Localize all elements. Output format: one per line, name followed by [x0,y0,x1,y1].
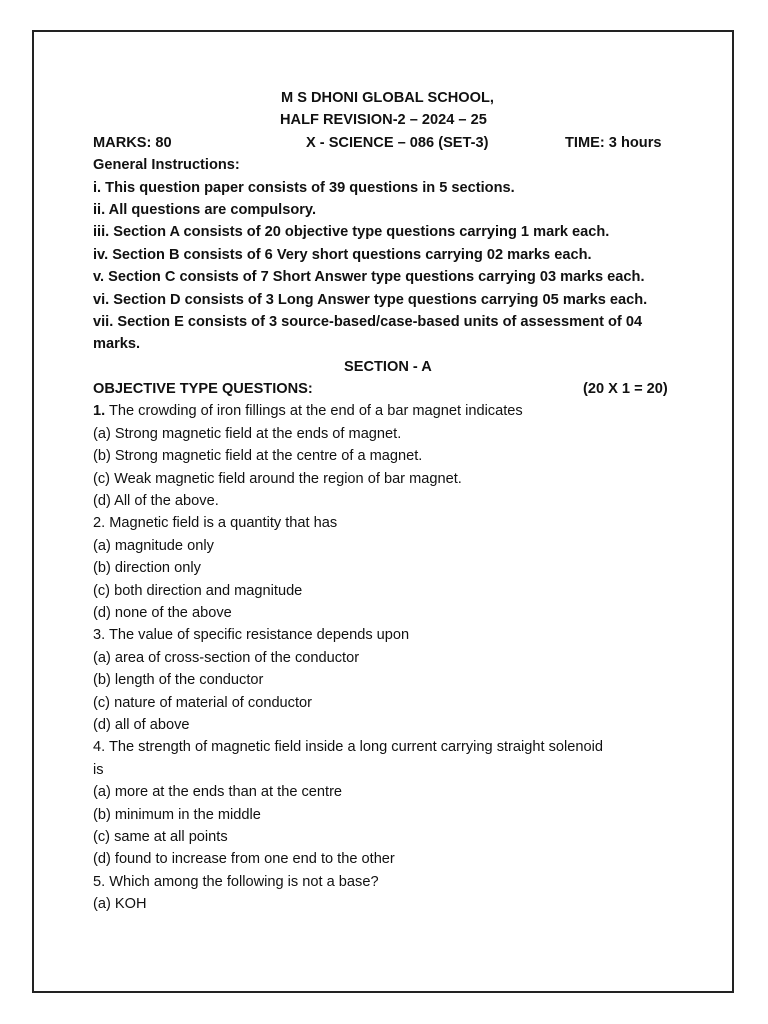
time-label: TIME: 3 hours [565,134,662,151]
marks-label: MARKS: 80 [93,134,172,151]
question-text: The strength of magnetic field inside a long current carrying straight solenoid [105,739,603,756]
question-number: 4. [93,739,106,756]
section-heading: OBJECTIVE TYPE QUESTIONS: [93,381,313,398]
option: (c) nature of material of conductor [93,694,313,711]
section-title: SECTION - A [344,358,432,375]
question-text-continued: is [93,761,104,778]
instruction-item: v. Section C consists of 7 Short Answer type questions carrying 03 marks each. [93,269,645,286]
question-text: Which among the following is not a base? [105,873,379,890]
option: (d) All of the above. [93,493,219,510]
exam-title: HALF REVISION-2 – 2024 – 25 [280,112,487,129]
question-stem [93,400,683,422]
instruction-item: marks. [93,336,141,353]
question-text: The crowding of iron fillings at the end of a bar magnet indicates [105,403,523,420]
option: (c) both direction and magnitude [93,582,303,599]
option: (c) Weak magnetic field around the region of bar magnet. [93,470,462,487]
option: (b) Strong magnetic field at the centre of a magnet. [93,448,423,465]
question-number: 5. [93,873,106,890]
instruction-item: iii. Section A consists of 20 objective type questions carrying 1 mark each. [93,224,610,241]
option: (a) KOH [93,896,147,913]
instruction-item: i. This question paper consists of 39 questions in 5 sections. [93,179,515,196]
section-heading-row [93,378,683,400]
option: (a) magnitude only [93,537,214,554]
question-text: Magnetic field is a quantity that has [105,515,338,532]
instruction-item: vii. Section E consists of 3 source-based/case-based units of assessment of 04 [93,313,643,330]
question-paper [93,87,683,915]
option: (a) more at the ends than at the centre [93,784,343,801]
instruction-item: vi. Section D consists of 3 Long Answer type questions carrying 05 marks each. [93,291,648,308]
instructions-heading: General Instructions: [93,157,240,174]
section-marks: (20 X 1 = 20) [583,381,668,398]
header-info-row [93,132,683,154]
question-text: The value of specific resistance depends upon [105,627,410,644]
option: (d) found to increase from one end to the other [93,851,395,868]
school-name: M S DHONI GLOBAL SCHOOL, [281,90,494,106]
instruction-item: iv. Section B consists of 6 Very short questions carrying 02 marks each. [93,246,592,263]
question-number: 1. [93,403,106,420]
option: (a) Strong magnetic field at the ends of magnet. [93,425,402,442]
option: (b) length of the conductor [93,672,264,689]
question-stem [93,512,683,534]
option: (b) minimum in the middle [93,806,261,823]
subject-label: X - SCIENCE – 086 (SET-3) [306,134,489,151]
instruction-item: ii. All questions are compulsory. [93,201,317,218]
option: (b) direction only [93,560,201,577]
question-number: 3. [93,627,106,644]
option: (d) none of the above [93,604,232,621]
question-stem [93,736,683,758]
question-stem [93,624,683,646]
question-stem [93,871,683,893]
option: (c) same at all points [93,828,228,845]
option: (a) area of cross-section of the conductor [93,649,360,666]
option: (d) all of above [93,716,190,733]
question-number: 2. [93,515,106,532]
